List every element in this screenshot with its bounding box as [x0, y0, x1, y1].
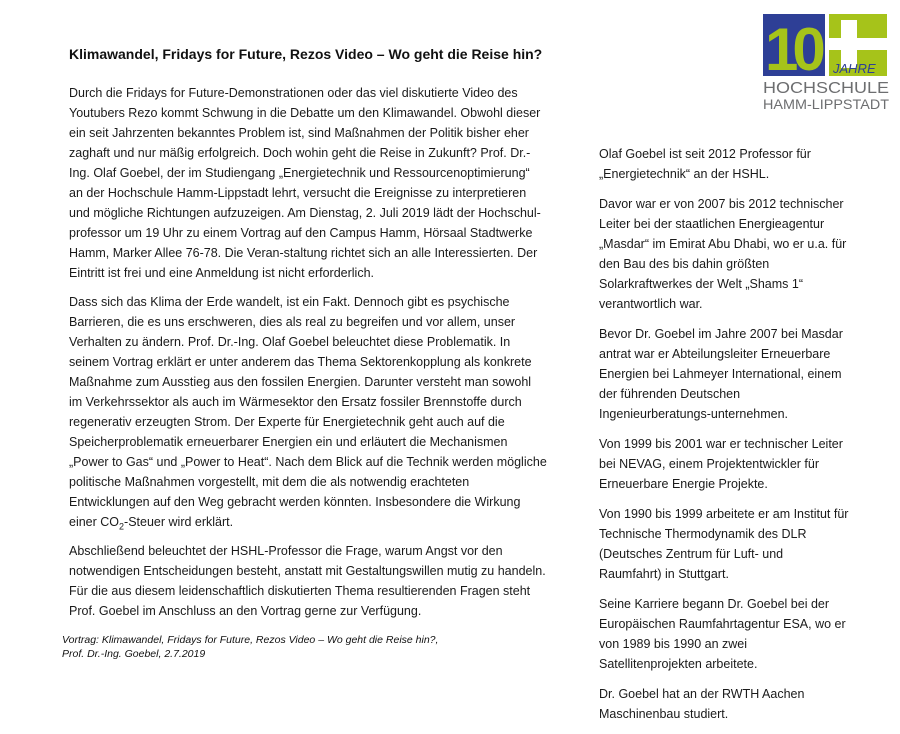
logo-years: JAHRE	[833, 61, 876, 76]
bio-paragraph: Von 1999 bis 2001 war er technischer Leiter bei NEVAG, einem Projektentwickler für Erneuerbare Energie Projekte.	[599, 437, 843, 491]
footer-caption	[62, 633, 582, 661]
footer-line-2: Prof. Dr.-Ing. Goebel, 2.7.2019	[62, 648, 206, 660]
page-title: Klimawandel, Fridays for Future, Rezos Video – Wo geht die Reise hin?	[69, 46, 543, 62]
logo-cross-horizontal	[829, 38, 887, 50]
speaker-bio	[599, 144, 849, 734]
paragraph-text-end: -Steuer wird erklärt.	[124, 515, 234, 529]
bio-paragraph: Olaf Goebel ist seit 2012 Professor für „Energietechnik“ an der HSHL.	[599, 147, 811, 181]
article-paragraph-closing: Abschließend beleuchtet der HSHL-Professor die Frage, warum Angst vor den notwendigen Entscheidungen besteht, anstatt mit Gestaltungswillen mutig zu handeln. Für die aus diesem leidenschaftlich diskutierten Thema resultierenden Fragen steht Prof. Goebel im Anschluss an den Vortrag gerne zur Verfügung.	[69, 544, 546, 618]
article-paragraph-content	[69, 292, 547, 532]
article-paragraph-intro: Durch die Fridays for Future-Demonstrationen oder das viel diskutierte Video des Youtubers Rezo kommt Schwung in die Debatte um den Klimawandel. Obwohl dieser ein seit Jahrzenten bekanntes Problem ist, sind Maßnahmen der Politik bisher eher zaghaft und nur mäßig erfolgreich. Doch wohin geht die Reise in Zukunft? Prof. Dr.-Ing. Olaf Goebel, der im Studiengang „Energietechnik und Ressourcenoptimierung“ an der Hochschule Hamm-Lippstadt lehrt, versucht die Ereignisse zu interpretieren und mögliche Richtungen aufzuzeigen. Am Dienstag, 2. Juli 2019 lädt der Hochschul-professor um 19 Uhr zu einem Vortrag auf den Campus Hamm, Hörsaal Stadtwerke Hamm, Marker Allee 76-78. Die Veran-staltung richtet sich an alle Interessierten. Der Eintritt ist frei und eine Anmeldung ist nicht erforderlich.	[69, 86, 541, 280]
logo-line2: HAMM-LIPPSTADT	[763, 96, 890, 112]
bio-paragraph: Von 1990 bis 1999 arbeitete er am Institut für Technische Thermodynamik des DLR (Deutsches Zentrum für Luft- und Raumfahrt) in Stuttgart.	[599, 507, 849, 581]
bio-paragraph: Dr. Goebel hat an der RWTH Aachen Maschinenbau studiert.	[599, 687, 805, 721]
bio-paragraph: Bevor Dr. Goebel im Jahre 2007 bei Masdar antrat war er Abteilungsleiter Erneuerbare Energien bei Lahmeyer International, einem der führenden Deutschen Ingenieurberatungs-unternehmen.	[599, 327, 843, 421]
university-logo	[757, 12, 893, 112]
logo-line1: HOCHSCHULE	[763, 80, 889, 97]
footer-line-1: Vortrag: Klimawandel, Fridays for Future, Rezos Video – Wo geht die Reise hin?,	[62, 634, 439, 646]
paragraph-text: Dass sich das Klima der Erde wandelt, ist ein Fakt. Dennoch gibt es psychische Barrieren, die es uns erschweren, dies als real zu begreifen und vor allem, unser Verhalten zu ändern. Prof. Dr.-Ing. Olaf Goebel beleuchtet diese Problematik. In seinem Vortrag erklärt er unter anderem das Thema Sektorenkopplung als konkrete Maßnahme zum Ausstieg aus den fossilen Energien. Darunter versteht man sowohl im Verkehrssektor als auch im Wärmesektor den Ersatz fossiler Brennstoffe durch regenerativ erzeugten Strom. Der Experte für Energietechnik geht auch auf die Speicherproblematik erneuerbarer Energien ein und erläutert die Mechanismen „Power to Gas“ und „Power to Heat“. Nach dem Blick auf die Technik werden mögliche politische Maßnahmen vorgestellt, mit dem die als notwendig erachteten Entwicklungen auf den Weg gebracht werden könnten. Insbesondere die Wirkung einer CO	[69, 295, 547, 529]
article-body	[69, 83, 547, 630]
bio-paragraph: Davor war er von 2007 bis 2012 technischer Leiter bei der staatlichen Energieagentur „Masdar“ im Emirat Abu Dhabi, wo er u.a. für den Bau des bis dahin größten Solarkraftwerkes der Welt „Shams 1“ verantwortlich war.	[599, 197, 847, 311]
bio-paragraph: Seine Karriere begann Dr. Goebel bei der Europäischen Raumfahrtagentur ESA, wo er von 1989 bis 1990 an zwei Satellitenprojekten arbeitete.	[599, 597, 846, 671]
co2-subscript: 2	[119, 521, 125, 532]
logo-number: 10	[765, 16, 820, 83]
